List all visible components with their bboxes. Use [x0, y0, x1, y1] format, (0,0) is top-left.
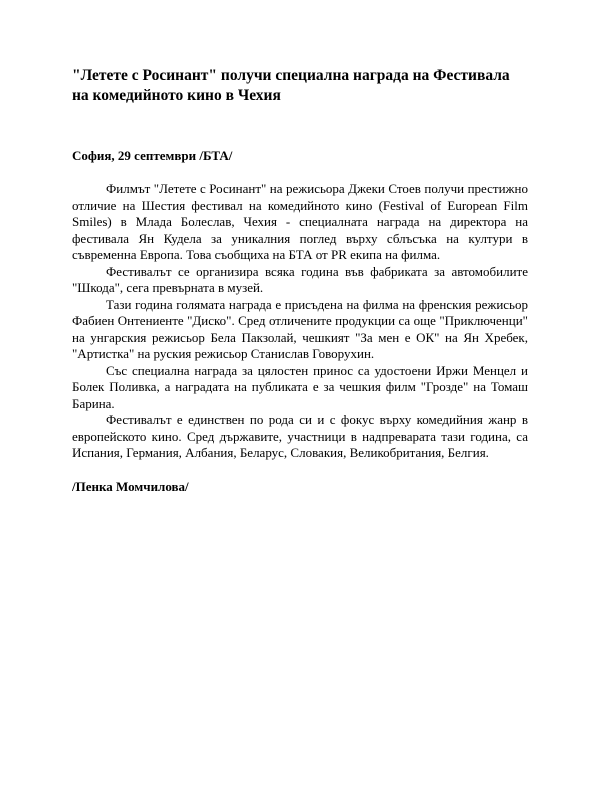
article-paragraph: Филмът "Летете с Росинант" на режисьора Джеки Стоев получи престижно отличие на Шестия фестивал на комедийното кино (Festival of European Film Smiles) в Млада Болеслав, Чехия - специалната награда на директора на фестивала Ян Кудела за уникалния поглед върху сблъсъка на култури в съвременна Европа. Това съобщиха на БТА от PR екипа на филма.	[72, 181, 528, 262]
article-paragraph: Фестивалът е единствен по рода си и с фокус върху комедийния жанр в европейското кино. Сред държавите, участници в надпреварата тази година, са Испания, Германия, Албания, Беларус, Словакия, Великобритания, Белгия.	[72, 412, 528, 460]
article-dateline: София, 29 септември /БТА/	[72, 148, 233, 163]
article-author: /Пенка Момчилова/	[72, 478, 189, 494]
document-page	[72, 66, 528, 495]
article-paragraph: Тази година голямата награда е присъдена на филма на френския режисьор Фабиен Онтениенте "Диско". Сред отличените продукции са още "Приключенци" на унгарския режисьор Бела Пакзолай, чешкият "За мен е ОК" на Ян Хребек, "Артистка" на руския режисьор Станислав Говорухин.	[72, 296, 528, 361]
article-headline: "Летете с Росинант" получи специална награда на Фестивала на комедийното кино в Чехия	[72, 67, 510, 104]
article-paragraph: Фестивалът се организира всяка година във фабриката за автомобилите "Шкода", сега превърната в музей.	[72, 263, 528, 295]
article-body	[72, 181, 528, 462]
article-paragraph: Със специална награда за цялостен принос са удостоени Иржи Менцел и Болек Поливка, а наградата на публиката е за чешкия филм "Грозде" на Томаш Барина.	[72, 362, 528, 411]
